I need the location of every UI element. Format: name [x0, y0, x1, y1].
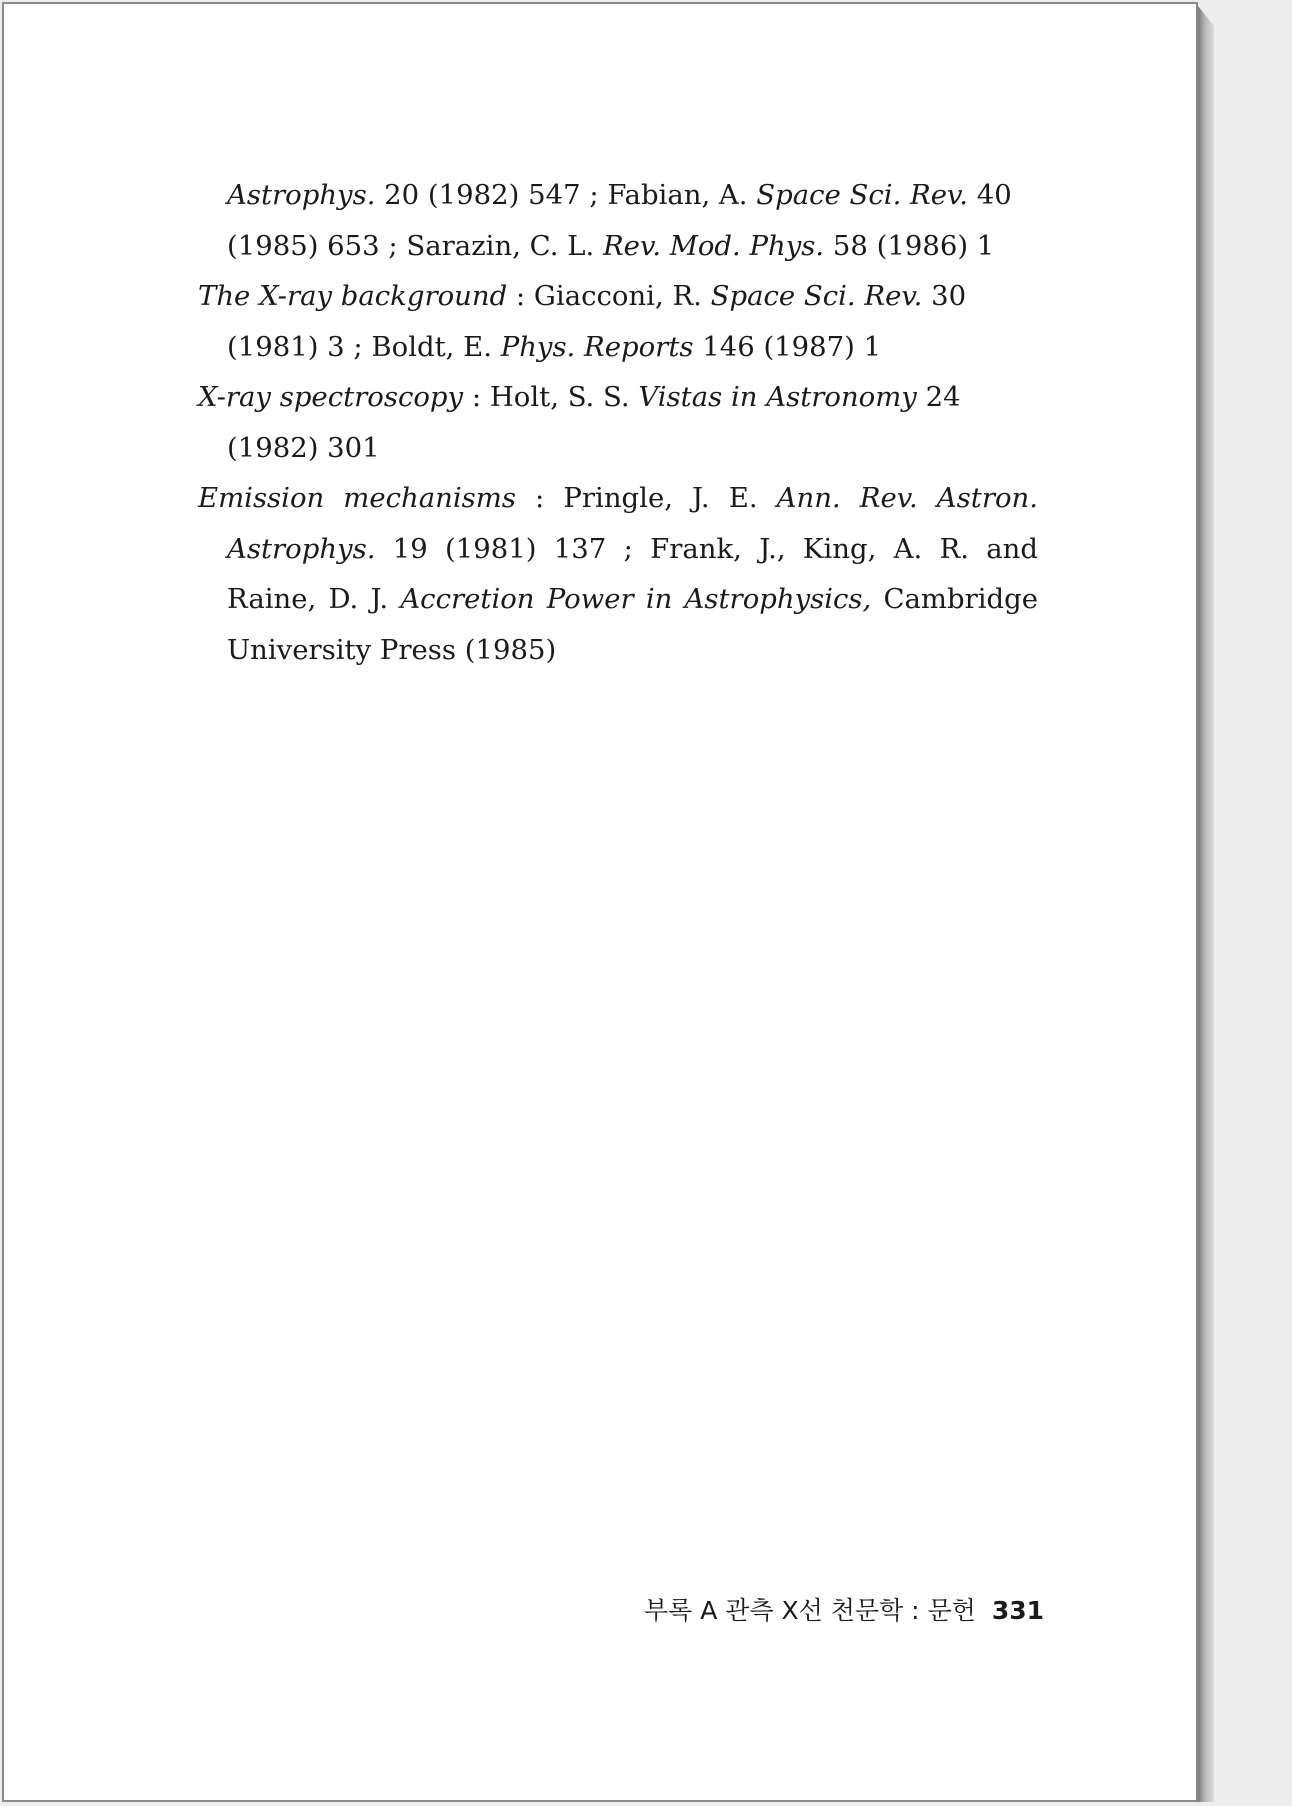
reference-topic: The X-ray background [198, 280, 508, 312]
page-stack-edge [1198, 6, 1214, 1802]
reference-text: : Giacconi, R. [507, 280, 711, 312]
journal-title: Ann. Rev. Astron. Astrophys. [227, 482, 1038, 565]
page-footer [644, 1594, 1045, 1628]
reference-text: 24 (1982) 301 [227, 381, 961, 464]
journal-title: Space Sci. Rev. [710, 280, 923, 312]
reference-text: : Pringle, J. E. [515, 482, 777, 514]
reference-text: 19 (1981) 137 ; Frank, J., King, A. R. and Raine, D. J. [227, 532, 1038, 615]
page-number: 331 [991, 1596, 1045, 1625]
reference-text: 30 (1981) 3 ; Boldt, E. [227, 280, 967, 363]
reference-topic: X-ray spectroscopy [198, 381, 464, 413]
journal-title: Space Sci. Rev. [756, 179, 969, 211]
journal-title: Rev. Mod. Phys. [602, 229, 825, 262]
document-page [2, 2, 1198, 1802]
reference-topic: Emission mechanisms [198, 482, 516, 514]
reference-text: 40 (1985) 653 ; Sarazin, C. L. [227, 179, 1012, 262]
journal-title: Vistas in Astronomy [638, 381, 917, 413]
reference-entry-xray-spectroscopy [198, 372, 1038, 473]
journal-title: Astrophys. [227, 179, 376, 211]
reference-entry-continued [198, 170, 1038, 271]
reference-entry-xray-background [198, 271, 1038, 372]
reference-text: 58 (1986) 1 [824, 229, 995, 262]
reference-entry-emission-mechanisms [198, 473, 1038, 675]
reference-text: 146 (1987) 1 [693, 330, 882, 363]
journal-title: Phys. Reports [500, 330, 694, 363]
reference-text: 20 (1982) 547 ; Fabian, A. [375, 179, 757, 211]
running-head: 부록 A 관측 X선 천문학 : 문헌 [644, 1596, 976, 1625]
reference-text: Cambridge University Press (1985) [227, 583, 1039, 666]
reference-text: : Holt, S. S. [463, 381, 639, 413]
book-title: Accretion Power in Astrophysics, [400, 583, 872, 615]
reference-list [198, 170, 1038, 675]
